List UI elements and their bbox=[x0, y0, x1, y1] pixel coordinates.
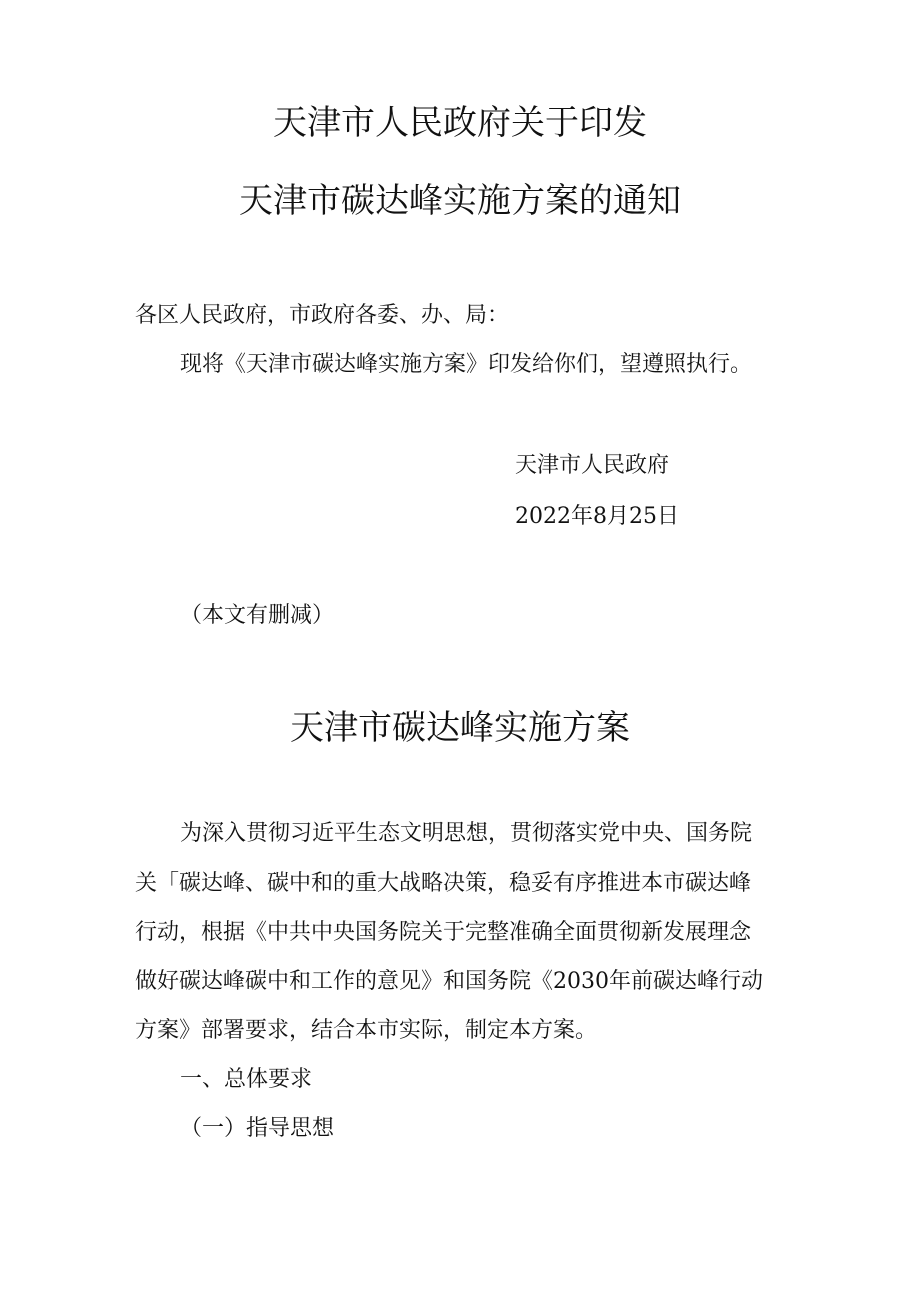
abridged-note: （本文有删减） bbox=[180, 603, 335, 628]
subsection-heading-1: （一）指导思想 bbox=[180, 1116, 335, 1141]
intro-line-4: 做好碳达峰碳中和工作的意见》和国务院《2030年前碳达峰行动 bbox=[135, 969, 763, 994]
notice-title-line-2: 天津市碳达峰实施方案的通知 bbox=[239, 181, 681, 221]
intro-line-1: 为深入贯彻习近平生态文明思想，贯彻落实党中央、国务院 bbox=[180, 821, 753, 846]
issue-date: 2022年8月25日 bbox=[515, 504, 679, 529]
signature: 天津市人民政府 bbox=[515, 453, 670, 478]
plan-title: 天津市碳达峰实施方案 bbox=[290, 708, 630, 748]
notice-title-line-1: 天津市人民政府关于印发 bbox=[273, 103, 647, 143]
addressee: 各区人民政府，市政府各委、办、局： bbox=[135, 303, 510, 328]
intro-line-3: 行动，根据《中共中央国务院关于完整准确全面贯彻新发展理念 bbox=[135, 920, 752, 945]
notice-body: 现将《天津市碳达峰实施方案》印发给你们，望遵照执行。 bbox=[180, 352, 753, 377]
intro-line-5: 方案》部署要求，结合本市实际，制定本方案。 bbox=[135, 1018, 598, 1043]
intro-line-2: 关「碳达峰、碳中和的重大战略决策，稳妥有序推进本市碳达峰 bbox=[135, 871, 752, 896]
section-heading-1: 一、总体要求 bbox=[180, 1067, 313, 1092]
